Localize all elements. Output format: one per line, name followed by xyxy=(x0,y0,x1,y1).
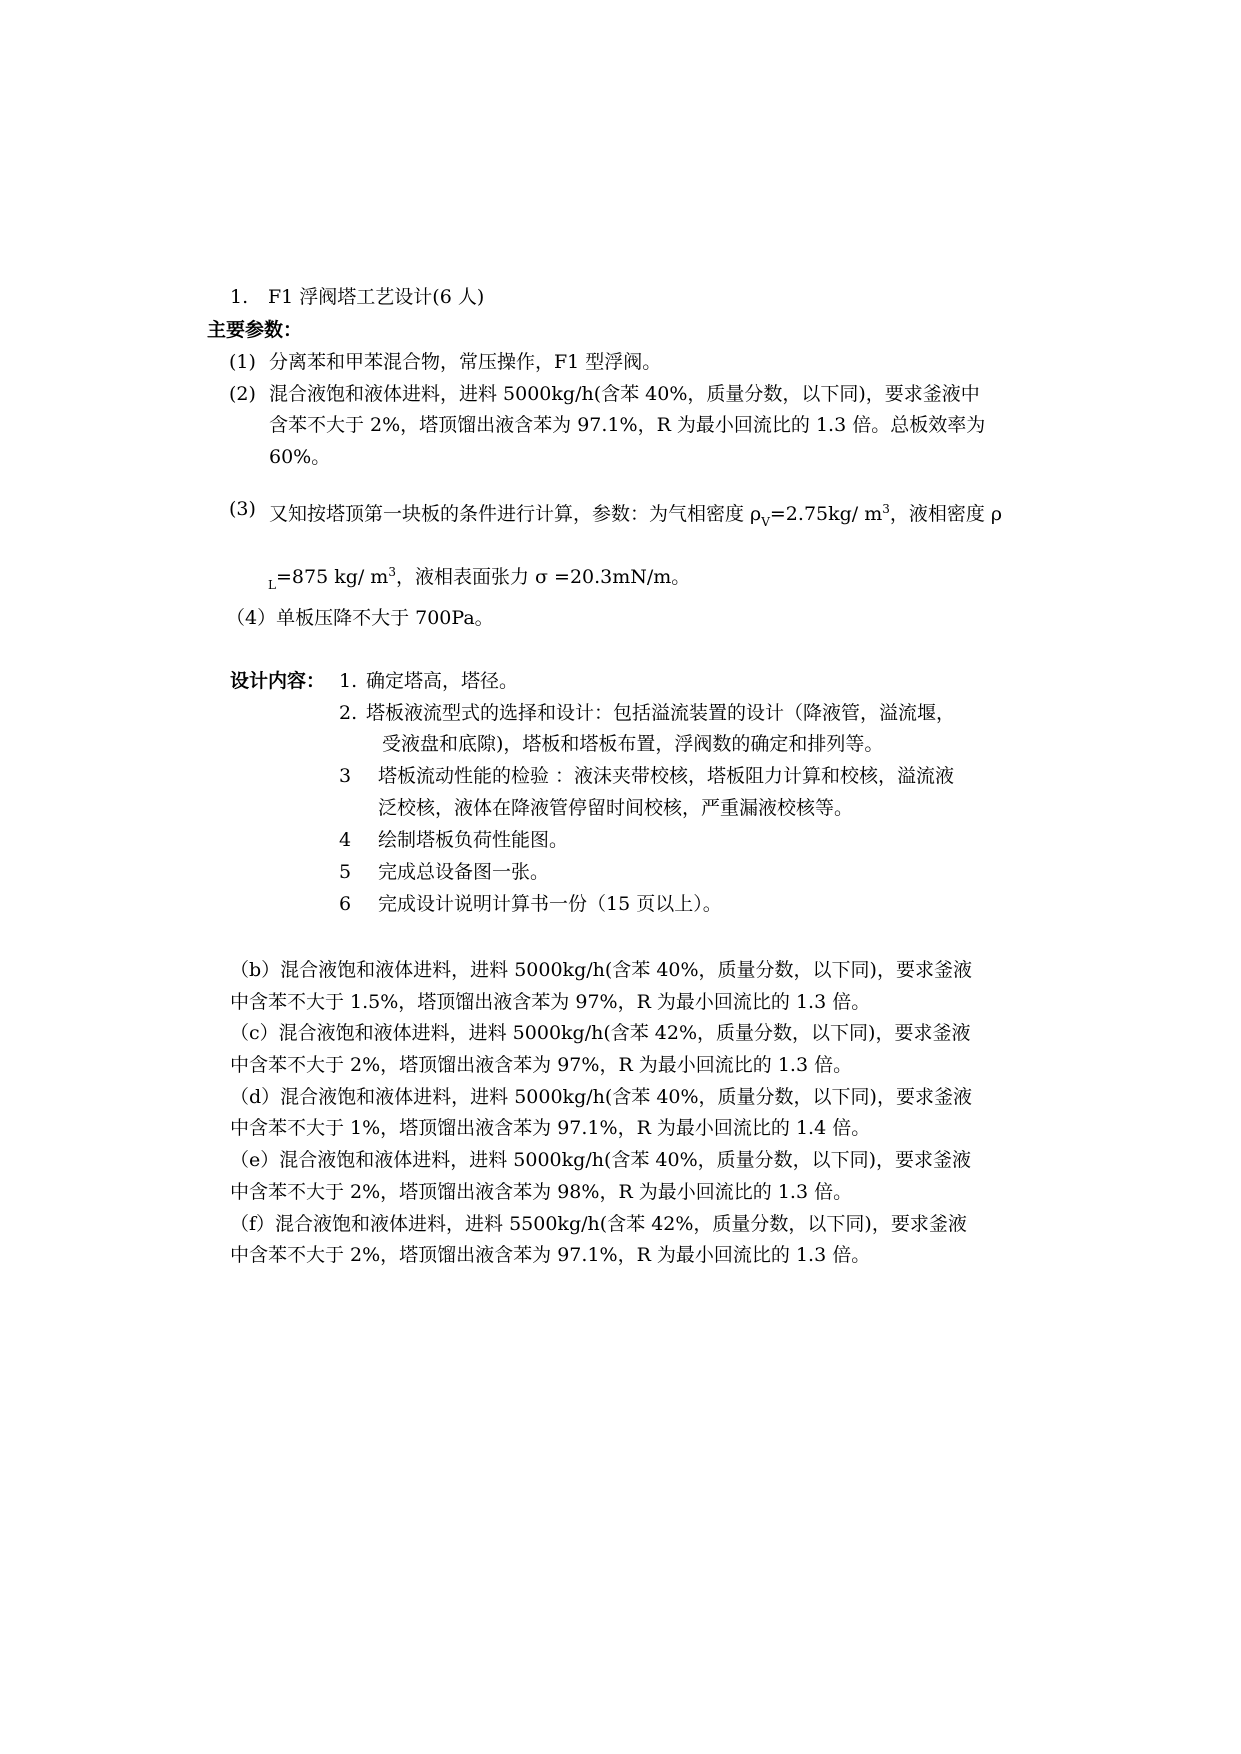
param-3-text-a: 又知按塔顶第一块板的条件进行计算，参数：为气相密度 ρ xyxy=(269,503,762,525)
param-2-number: (2) xyxy=(229,383,256,405)
design-item-5-number: 5 xyxy=(339,861,352,883)
design-item-3-line-2: 泛校核，液体在降液管停留时间校核，严重漏液校核等。 xyxy=(378,797,854,819)
design-heading: 设计内容： xyxy=(230,670,326,692)
title-number: 1. xyxy=(230,286,249,308)
design-item-4-number: 4 xyxy=(339,829,352,851)
variant-e-line-1: （e）混合液饱和液体进料，进料 5000kg/h(含苯 40%，质量分数，以下同)，要求釜液 xyxy=(230,1149,972,1171)
design-item-3-line-1: 塔板流动性能的检验 ：液沫夹带校核，塔板阻力计算和校核，溢流液 xyxy=(378,765,955,787)
param-1-text: 分离苯和甲苯混合物，常压操作，F1 型浮阀。 xyxy=(269,351,662,373)
design-item-3-number: 3 xyxy=(339,765,352,787)
param-4-text: （4）单板压降不大于 700Pa。 xyxy=(226,607,494,629)
m3-superscript: 3 xyxy=(882,502,890,516)
param-3-text-b: =2.75kg/ m xyxy=(769,503,883,525)
design-item-2-line-2: 受液盘和底隙)，塔板和塔板布置，浮阀数的确定和排列等。 xyxy=(382,733,884,755)
design-item-6-text: 完成设计说明计算书一份（15 页以上）。 xyxy=(378,893,722,915)
design-item-2-number: 2. xyxy=(339,702,358,724)
variant-b-line-2: 中含苯不大于 1.5%，塔顶馏出液含苯为 97%，R 为最小回流比的 1.3 倍。 xyxy=(230,991,871,1013)
variant-d-line-2: 中含苯不大于 1%，塔顶馏出液含苯为 97.1%，R 为最小回流比的 1.4 倍。 xyxy=(230,1117,871,1139)
param-1-number: (1) xyxy=(229,351,256,373)
param-2-line-2: 含苯不大于 2%，塔顶馏出液含苯为 97.1%，R 为最小回流比的 1.3 倍。总板效率为 xyxy=(269,414,986,436)
rho-v-subscript: V xyxy=(761,515,770,529)
design-item-1-text: 确定塔高，塔径。 xyxy=(366,670,519,692)
param-3-line-1 xyxy=(269,497,1002,534)
param-3-line-2 xyxy=(268,560,690,597)
param-3-text-c: ，液相密度 ρ xyxy=(889,503,1003,525)
params-heading: 主要参数： xyxy=(207,319,303,341)
design-item-1-number: 1. xyxy=(339,670,358,692)
page-title: F1 浮阀塔工艺设计(6 人) xyxy=(268,286,485,308)
design-item-6-number: 6 xyxy=(339,893,352,915)
variant-f-line-1: （f）混合液饱和液体进料，进料 5500kg/h(含苯 42%，质量分数，以下同)，要求釜液 xyxy=(230,1213,967,1235)
variant-c-line-2: 中含苯不大于 2%，塔顶馏出液含苯为 97%，R 为最小回流比的 1.3 倍。 xyxy=(230,1054,853,1076)
variant-b-line-1: （b）混合液饱和液体进料，进料 5000kg/h(含苯 40%，质量分数，以下同)，要求釜液 xyxy=(230,959,972,981)
param-3-text-e: ，液相表面张力 σ =20.3mN/m。 xyxy=(395,566,691,588)
variant-f-line-2: 中含苯不大于 2%，塔顶馏出液含苯为 97.1%，R 为最小回流比的 1.3 倍。 xyxy=(230,1244,871,1266)
param-3-text-d: =875 kg/ m xyxy=(275,566,389,588)
variant-c-line-1: （c）混合液饱和液体进料，进料 5000kg/h(含苯 42%，质量分数，以下同)，要求釜液 xyxy=(230,1022,971,1044)
rho-l-subscript: L xyxy=(268,578,276,592)
design-item-5-text: 完成总设备图一张。 xyxy=(378,861,550,883)
variant-e-line-2: 中含苯不大于 2%，塔顶馏出液含苯为 98%，R 为最小回流比的 1.3 倍。 xyxy=(230,1181,853,1203)
m3-superscript-2: 3 xyxy=(388,565,396,579)
variant-d-line-1: （d）混合液饱和液体进料，进料 5000kg/h(含苯 40%，质量分数，以下同)，要求釜液 xyxy=(230,1086,972,1108)
design-item-4-text: 绘制塔板负荷性能图。 xyxy=(378,829,569,851)
param-2-line-1: 混合液饱和液体进料，进料 5000kg/h(含苯 40%，质量分数，以下同)，要求釜液中 xyxy=(269,383,980,405)
param-2-line-3: 60%。 xyxy=(269,446,331,468)
design-item-2-line-1: 塔板液流型式的选择和设计：包括溢流装置的设计（降液管，溢流堰， xyxy=(366,702,956,724)
param-3-number: (3) xyxy=(229,498,256,520)
